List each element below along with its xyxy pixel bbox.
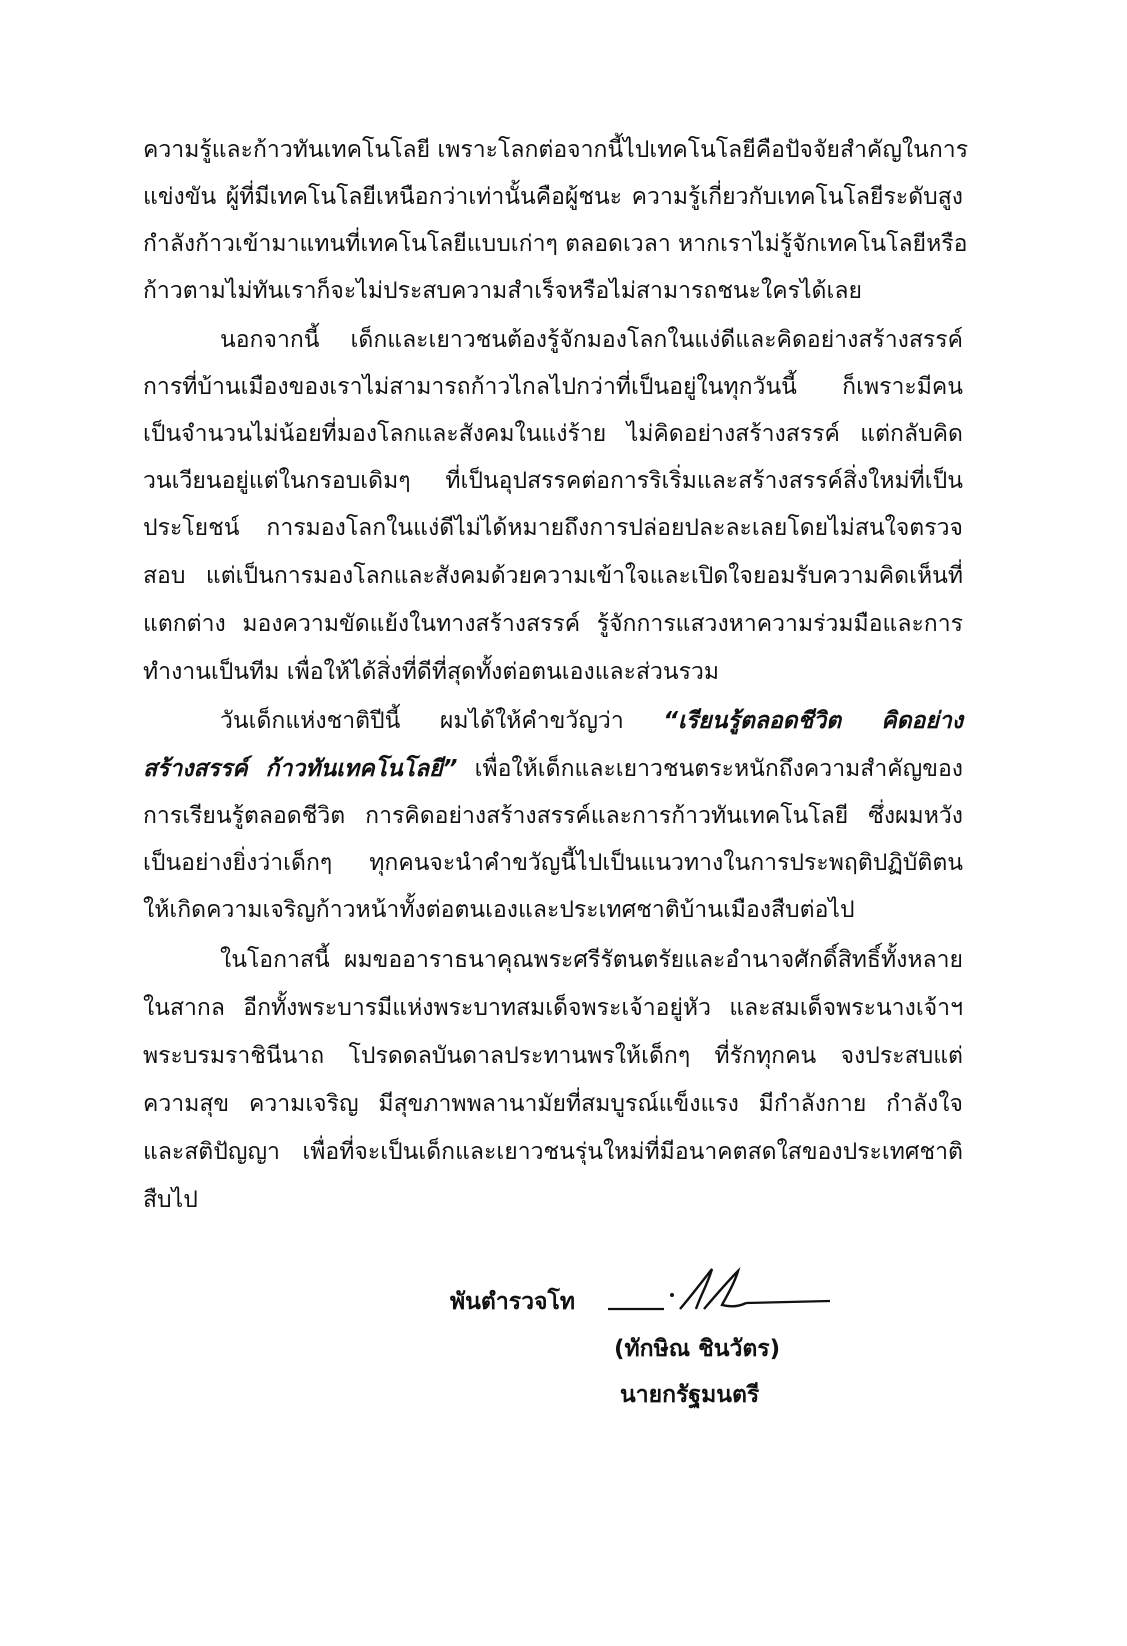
- p2-line-7: แตกต่าง มองความขัดแย้งในทางสร้างสรรค์ รู้จักการแสวงหาความร่วมมือและการ: [143, 611, 963, 637]
- p1-line-2: แข่งขัน ผู้ที่มีเทคโนโลยีเหนือกว่าเท่านั้นคือผู้ชนะ ความรู้เกี่ยวกับเทคโนโลยีระดับสูง: [143, 184, 963, 210]
- motto-part-2: สร้างสรรค์ ก้าวทันเทคโนโลยี”: [143, 756, 458, 782]
- p2-line-4: วนเวียนอยู่แต่ในกรอบเดิมๆ ที่เป็นอุปสรรคต่อการริเริ่มและสร้างสรรค์สิ่งใหม่ที่เป็น: [143, 468, 963, 494]
- p2-line-3: เป็นจำนวนไม่น้อยที่มองโลกและสังคมในแง่ร้าย ไม่คิดอย่างสร้างสรรค์ แต่กลับคิด: [143, 421, 963, 447]
- p4-line-3: พระบรมราชินีนาถ โปรดดลบันดาลประทานพรให้เด็กๆ ที่รักทุกคน จงประสบแต่: [143, 1043, 963, 1069]
- p4-line-6: สืบไป: [143, 1187, 198, 1213]
- p3-line-4: เป็นอย่างยิ่งว่าเด็กๆ ทุกคนจะนำคำขวัญนี้ไปเป็นแนวทางในการประพฤติปฏิบัติตน: [143, 850, 963, 876]
- p3-line-2-text: เพื่อให้เด็กและเยาวชนตระหนักถึงความสำคัญของ: [457, 756, 963, 782]
- p2-line-8: ทำงานเป็นทีม เพื่อให้ได้สิ่งที่ดีที่สุดทั้งต่อตนเองและส่วนรวม: [143, 659, 720, 685]
- p1-line-4: ก้าวตามไม่ทันเราก็จะไม่ประสบความสำเร็จหรือไม่สามารถชนะใครได้เลย: [143, 278, 862, 304]
- p1-line-1: ความรู้และก้าวทันเทคโนโลยี เพราะโลกต่อจากนี้ไปเทคโนโลยีคือปัจจัยสำคัญในการ: [143, 137, 969, 163]
- p2-line-6: สอบ แต่เป็นการมองโลกและสังคมด้วยความเข้าใจและเปิดใจยอมรับความคิดเห็นที่: [143, 563, 963, 589]
- p4-line-2: ในสากล อีกทั้งพระบารมีแห่งพระบาทสมเด็จพระเจ้าอยู่หัว และสมเด็จพระนางเจ้าฯ: [143, 995, 963, 1021]
- handwritten-signature: [600, 1265, 840, 1345]
- p3-line-5: ให้เกิดความเจริญก้าวหน้าทั้งต่อตนเองและประเทศชาติบ้านเมืองสืบต่อไป: [143, 897, 855, 923]
- p2-line-2: การที่บ้านเมืองของเราไม่สามารถก้าวไกลไปกว่าที่เป็นอยู่ในทุกวันนี้ ก็เพราะมีคน: [143, 374, 963, 400]
- p1-line-3: กำลังก้าวเข้ามาแทนที่เทคโนโลยีแบบเก่าๆ ตลอดเวลา หากเราไม่รู้จักเทคโนโลยีหรือ: [143, 231, 968, 257]
- signature-rank: พันตำรวจโท: [450, 1289, 575, 1315]
- p2-line-1: นอกจากนี้ เด็กและเยาวชนต้องรู้จักมองโลกในแง่ดีและคิดอย่างสร้างสรรค์: [220, 327, 963, 353]
- p4-line-5: และสติปัญญา เพื่อที่จะเป็นเด็กและเยาวชนรุ่นใหม่ที่มีอนาคตสดใสของประเทศชาติ: [143, 1139, 963, 1165]
- p3-line-2: [143, 754, 963, 784]
- p4-line-1: ในโอกาสนี้ ผมขออาราธนาคุณพระศรีรัตนตรัยและอำนาจศักดิ์สิทธิ์ทั้งหลาย: [220, 947, 963, 973]
- signatory-name: (ทักษิณ ชินวัตร): [614, 1336, 781, 1362]
- p3-line-1-text: วันเด็กแห่งชาติปีนี้ ผมได้ให้คำขวัญว่า: [220, 708, 664, 734]
- signatory-position: นายกรัฐมนตรี: [620, 1382, 760, 1408]
- p3-line-3: การเรียนรู้ตลอดชีวิต การคิดอย่างสร้างสรรค์และการก้าวทันเทคโนโลยี ซึ่งผมหวัง: [143, 803, 963, 829]
- p3-line-1: [220, 706, 963, 736]
- motto-part-1: “เรียนรู้ตลอดชีวิต คิดอย่าง: [663, 708, 963, 734]
- p4-line-4: ความสุข ความเจริญ มีสุขภาพพลานามัยที่สมบูรณ์แข็งแรง มีกำลังกาย กำลังใจ: [143, 1091, 963, 1117]
- p2-line-5: ประโยชน์ การมองโลกในแง่ดีไม่ได้หมายถึงการปล่อยปละละเลยโดยไม่สนใจตรวจ: [143, 515, 963, 541]
